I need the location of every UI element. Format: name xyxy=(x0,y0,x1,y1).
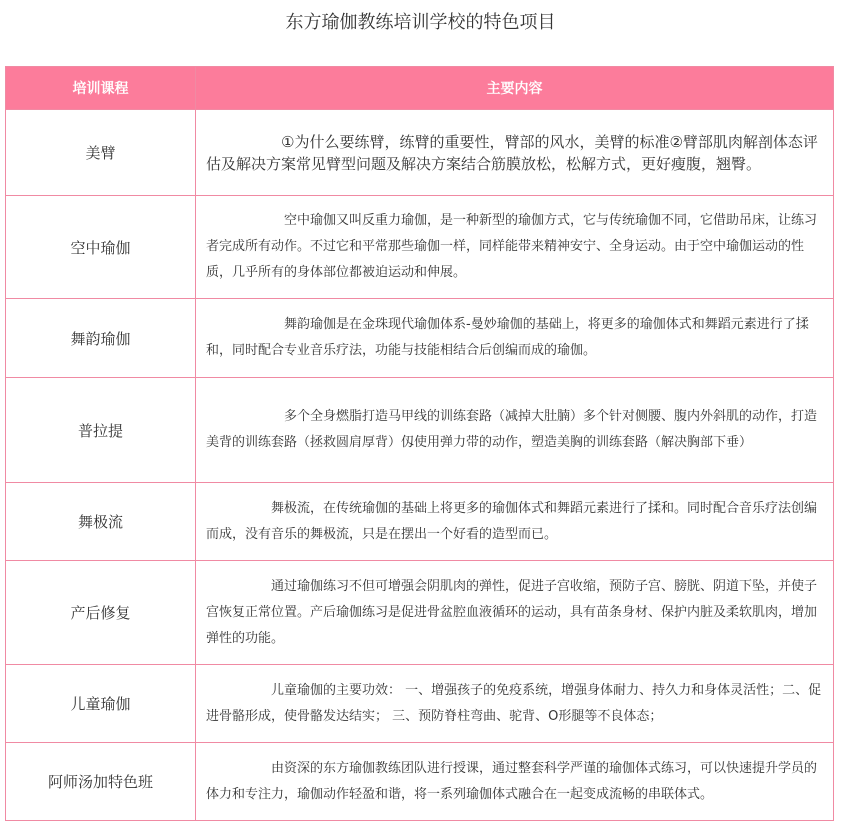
course-name: 阿师汤加特色班 xyxy=(6,743,196,821)
course-content: 多个全身燃脂打造马甲线的训练套路（减掉大肚腩）多个针对侧腰、腹内外斜肌的动作，打造美背的训练套路（拯救圆肩厚背）仭使用弹力带的动作，塑造美胸的训练套路（解决胸部下垂） xyxy=(206,409,818,450)
course-content: 儿童瑜伽的主要功效： 一、增强孩子的免疫系统，增强身体耐力、持久力和身体灵活性；二、促进骨骼形成，使骨骼发达结实； 三、预防脊柱弯曲、驼背、O形腿等不良体态； xyxy=(206,682,822,724)
table-row xyxy=(6,378,834,483)
course-content-cell xyxy=(196,483,834,561)
course-name: 产后修复 xyxy=(6,561,196,665)
course-content-cell xyxy=(196,378,834,483)
course-name: 空中瑜伽 xyxy=(6,196,196,299)
course-content-cell xyxy=(196,299,834,378)
course-content: 空中瑜伽又叫反重力瑜伽，是一种新型的瑜伽方式，它与传统瑜伽不同，它借助吊床，让练习者完成所有动作。不过它和平常那些瑜伽一样，同样能带来精神安宁、全身运动。由于空中瑜伽运动的性质，几乎所有的身体部位都被迫运动和伸展。 xyxy=(206,213,818,280)
course-name: 舞极流 xyxy=(6,483,196,561)
course-content: 由资深的东方瑜伽教练团队进行授课，通过整套科学严谨的瑜伽体式练习，可以快速提升学员的体力和专注力，瑜伽动作轻盈和谐，将一系列瑜伽体式融合在一起变成流畅的串联体式。 xyxy=(206,760,818,802)
header-course: 培训课程 xyxy=(6,67,196,110)
course-table xyxy=(5,66,834,821)
table-row xyxy=(6,483,834,561)
course-content-cell xyxy=(196,665,834,743)
table-row xyxy=(6,561,834,665)
page-title: 东方瑜伽教练培训学校的特色项目 xyxy=(285,12,556,33)
course-name: 儿童瑜伽 xyxy=(6,665,196,743)
course-name: 普拉提 xyxy=(6,378,196,483)
table-row xyxy=(6,110,834,196)
table-row xyxy=(6,299,834,378)
table-header-row xyxy=(6,67,834,110)
course-content: 舞极流，在传统瑜伽的基础上将更多的瑜伽体式和舞蹈元素进行了揉和。同时配合音乐疗法创编而成，没有音乐的舞极流，只是在摆出一个好看的造型而已。 xyxy=(206,500,818,542)
course-content-cell xyxy=(196,561,834,665)
course-content: 通过瑜伽练习不但可增强会阴肌肉的弹性，促进子宫收缩，预防子宫、膀胱、阴道下坠，并使子宫恢复正常位置。产后瑜伽练习是促进骨盆腔血液循环的运动，具有苗条身材、保护内脏及柔软肌肉，增加弹性的功能。 xyxy=(206,578,818,646)
course-content: 舞韵瑜伽是在金珠现代瑜伽体系-曼妙瑜伽的基础上，将更多的瑜伽体式和舞蹈元素进行了揉和，同时配合专业音乐疗法，功能与技能相结合后创编而成的瑜伽。 xyxy=(206,317,809,358)
course-content-cell xyxy=(196,110,834,196)
course-name: 美臂 xyxy=(6,110,196,196)
table-row xyxy=(6,665,834,743)
table-row xyxy=(6,743,834,821)
course-content-cell xyxy=(196,196,834,299)
table-row xyxy=(6,196,834,299)
course-name: 舞韵瑜伽 xyxy=(6,299,196,378)
header-content: 主要内容 xyxy=(196,67,834,110)
course-content: ①为什么要练臂，练臂的重要性，臂部的风水，美臂的标准②臂部肌肉解剖体态评估及解决方案常见臂型问题及解决方案结合筋膜放松，松解方式，更好瘦腹，翘臀。 xyxy=(206,132,818,173)
course-content-cell xyxy=(196,743,834,821)
